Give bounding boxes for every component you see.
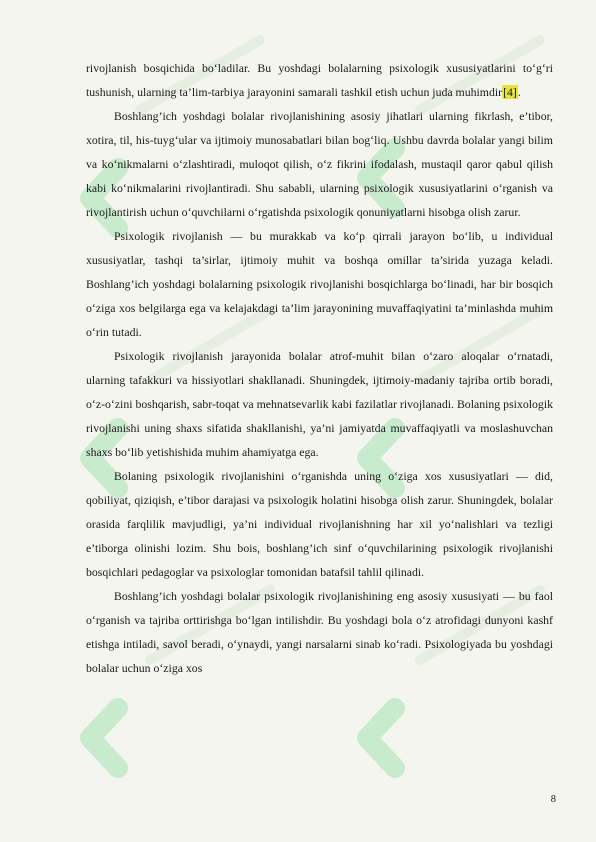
paragraph: Boshlang’ich yoshdagi bolalar rivojlanishining asosiy jihatlari ularning fikrlash, e’tibor, xotira, til, his-tuyg‘ular va ijtimoiy munosabatlari bilan bog‘liq. Ushbu davrda bolalar yangi bilim va ko‘nikmalarni o‘zlashtiradi, muloqot qilish, o‘z fikrini ifodalash, mustaqil qaror qabul qilish kabi ko‘nikmalarini rivojlantiradi. Shu sababli, ularning psixologik xususiyatlarini o‘rganish va rivojlantirish uchun o‘quvchilarni o‘rgatishda psixologik qonuniyatlarni hisobga olish zarur. xyxy=(86,109,553,219)
watermark-mark xyxy=(90,708,118,768)
body-text xyxy=(86,56,553,680)
paragraph: Boshlang’ich yoshdagi bolalar psixologik rivojlanishining eng asosiy xususiyati — bu faol o‘rganish va tajriba orttirishga bo‘lgan intilishdir. Bu yoshdagi bola o‘z atrofidagi dunyoni kashf etishga intiladi, savol beradi, o‘ynaydi, yangi narsalarni sinab ko‘radi. Psixologiyada bu yoshdagi bolalar uchun o‘ziga xos xyxy=(86,589,553,675)
watermark-mark xyxy=(367,708,395,768)
page-number: 8 xyxy=(550,794,556,805)
paragraph xyxy=(86,56,553,104)
paragraph-text: . xyxy=(517,85,521,99)
paragraph: Psixologik rivojlanish jarayonida bolalar atrof-muhit bilan o‘zaro aloqalar o‘rnatadi, ularning tafakkuri va hissiyotlari shakllanadi. Shuningdek, ijtimoiy-madaniy tajriba ortib boradi, o‘z-o‘zini boshqarish, sabr-toqat va mehnatsevarlik kabi fazilatlar rivojlanadi. Bolaning psixologik rivojlanishi uning shaxs sifatida shakllanishi, ya’ni jamiyatda muvaffaqiyatli va moslashuvchan shaxs bo‘lib yetishishida muhim ahamiyatga ega. xyxy=(86,349,553,459)
paragraph-text: rivojlanish bosqichida bo‘ladilar. Bu yoshdagi bolalarning psixologik xususiyatlarini to‘g‘ri tushunish, ularning ta’lim-tarbiya jarayonini samarali tashkil etish uchun juda muhimdir xyxy=(86,61,553,99)
paragraph: Bolaning psixologik rivojlanishini o‘rganishda uning o‘ziga xos xususiyatlari — did, qobiliyat, qiziqish, e’tibor darajasi va psixologik holatini hisobga olish zarur. Shuningdek, bolalar orasida farqlilik mavjudligi, ya’ni individual rivojlanishning har xil yo‘nalishlari va tezligi e’tiborga olinishi lozim. Shu bois, boshlang’ich sinf o‘quvchilarining psixologik rivojlanishi bosqichlari pedagoglar va psixologlar tomonidan batafsil tahlil qilinadi. xyxy=(86,469,553,579)
paragraph: Psixologik rivojlanish — bu murakkab va ko‘p qirrali jarayon bo‘lib, u individual xususiyatlar, tashqi ta’sirlar, ijtimoiy muhit va boshqa omillar ta’sirida yuzaga keladi. Boshlang’ich yoshdagi bolalarning psixologik rivojlanishi bosqichlarga bo‘linadi, har bir bosqich o‘ziga xos belgilarga ega va kelajakdagi ta’lim jarayonining muvaffaqiyatini ta’minlashda muhim o‘rin tutadi. xyxy=(86,229,553,339)
citation-link[interactable]: [4] xyxy=(503,85,517,99)
